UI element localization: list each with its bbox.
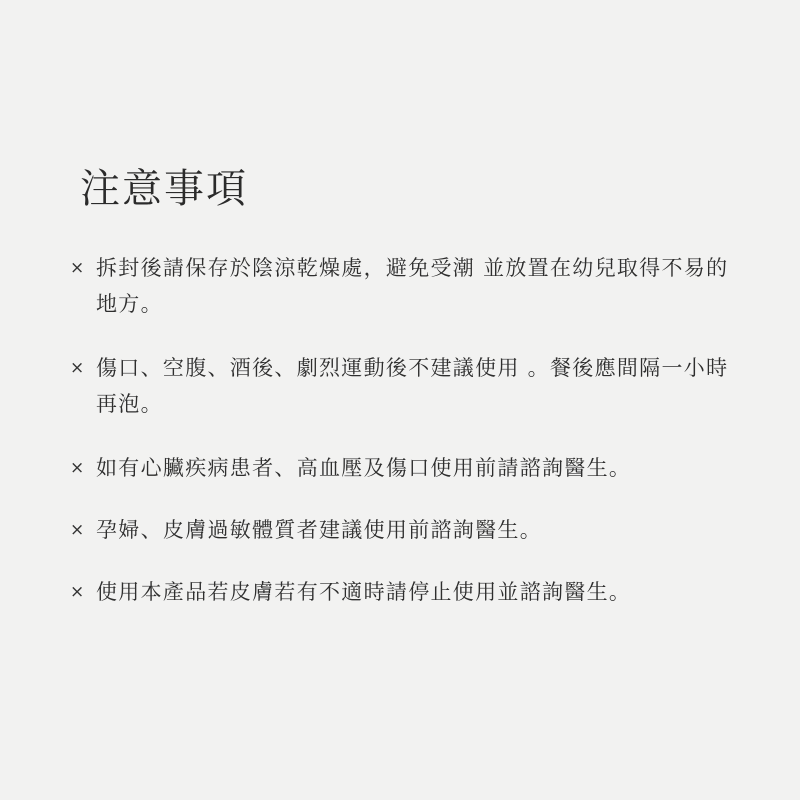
cross-icon: × bbox=[70, 520, 86, 540]
list-item bbox=[70, 350, 750, 450]
list-item bbox=[70, 450, 750, 512]
page-title: 注意事項 bbox=[80, 166, 248, 212]
list-item bbox=[70, 250, 750, 350]
note-text: 拆封後請保存於陰涼乾燥處，避免受潮 並放置在幼兒取得不易的地方。 bbox=[96, 256, 729, 316]
list-item bbox=[70, 512, 750, 574]
cross-icon: × bbox=[70, 358, 86, 378]
cross-icon: × bbox=[70, 258, 86, 278]
note-text: 使用本產品若皮膚若有不適時請停止使用並諮詢醫生。 bbox=[96, 580, 632, 604]
note-text: 如有心臟疾病患者、高血壓及傷口使用前請諮詢醫生。 bbox=[96, 456, 632, 480]
cross-icon: × bbox=[70, 582, 86, 602]
list-item bbox=[70, 574, 750, 610]
note-text: 孕婦、皮膚過敏體質者建議使用前諮詢醫生。 bbox=[96, 518, 542, 542]
precautions-list bbox=[70, 250, 750, 610]
cross-icon: × bbox=[70, 458, 86, 478]
note-text: 傷口、空腹、酒後、劇烈運動後不建議使用 。餐後應間隔一小時再泡。 bbox=[96, 356, 729, 416]
